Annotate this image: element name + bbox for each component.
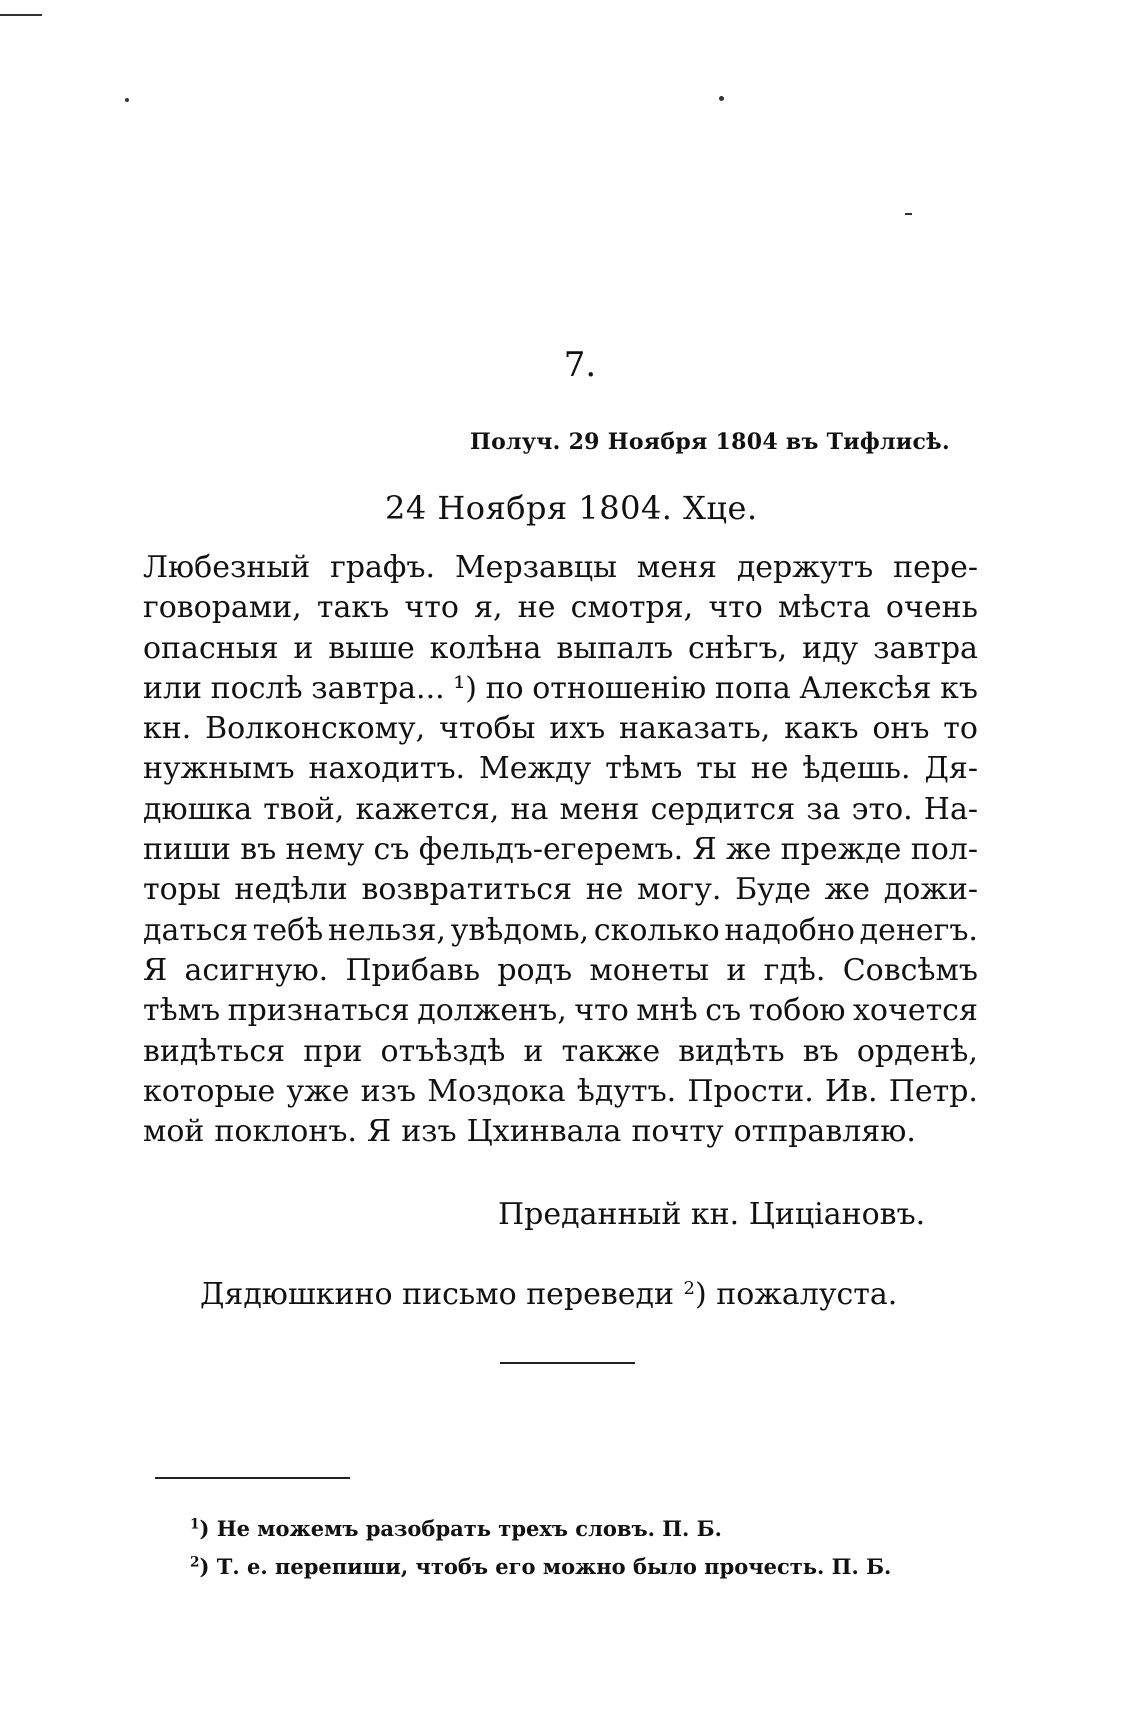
letter-word: даться [143, 912, 249, 948]
letter-word: или [143, 670, 203, 706]
letter-word: тѣмъ [143, 993, 221, 1029]
letter-word: сколько [593, 912, 720, 948]
letter-word: орденѣ, [856, 1033, 978, 1069]
scan-dot [719, 96, 724, 101]
letter-word: фельдъ-егеремъ. [418, 832, 684, 868]
letter-word: я, [474, 590, 503, 626]
letter-word: тобою [748, 993, 846, 1029]
letter-word: говорами, [143, 590, 302, 626]
letter-word: Ив. [824, 1073, 878, 1109]
letter-word: что [404, 590, 459, 626]
letter-word: пол- [910, 832, 978, 868]
letter-body [143, 548, 978, 1152]
letter-line [143, 911, 978, 951]
letter-line [143, 830, 978, 870]
letter-word: почту [631, 1114, 724, 1150]
letter-line [143, 790, 978, 830]
letter-word: изъ [360, 1073, 417, 1109]
letter-word: не [750, 751, 789, 787]
letter-line [143, 1032, 978, 1072]
letter-word: тѣмъ [605, 751, 683, 787]
letter-word: при [303, 1033, 363, 1069]
letter-word: ты [696, 751, 737, 787]
letter-word: Цхинвала [466, 1114, 622, 1150]
letter-word: за [806, 791, 841, 827]
letter-word: это. [851, 791, 913, 827]
letter-word: Буде [735, 872, 812, 908]
letter-word: мѣста [778, 590, 871, 626]
received-note: Получ. 29 Ноября 1804 въ Тифлисѣ. [470, 429, 950, 455]
letter-word: Алексѣя [799, 670, 932, 706]
footnote-number: 1 [190, 1516, 200, 1533]
letter-signature: Преданный кн. Циціановъ. [498, 1197, 926, 1232]
letter-word: возвратиться [361, 872, 573, 908]
letter-word: Я [366, 1114, 392, 1150]
letter-word: мой [143, 1114, 205, 1150]
letter-line [143, 709, 978, 749]
letter-word: долженъ, [417, 993, 567, 1029]
letter-line [143, 1112, 978, 1152]
letter-word: и [293, 630, 314, 666]
letter-dateline: 24 Ноября 1804. Хце. [385, 489, 758, 527]
letter-word: также [561, 1033, 661, 1069]
letter-word: смотря, [570, 590, 694, 626]
letter-line [143, 749, 978, 789]
letter-line [143, 548, 978, 588]
letter-word: колѣна [429, 630, 542, 666]
scan-rule-top-left [0, 14, 42, 16]
letter-word: выпалъ [556, 630, 674, 666]
letter-word: Моздока [427, 1073, 566, 1109]
footnote-divider [155, 1477, 350, 1479]
letter-word: пиши [143, 832, 231, 868]
letter-word: же [824, 872, 871, 908]
letter-word: уже [286, 1073, 350, 1109]
letter-word: ¹) [453, 670, 477, 706]
letter-word: держутъ [736, 550, 874, 585]
letter-line [143, 1072, 978, 1112]
letter-word: отъѣздѣ [380, 1033, 506, 1069]
letter-line [143, 870, 978, 910]
document-number: 7. [563, 345, 597, 385]
letter-word: въ [802, 1033, 839, 1069]
letter-word: родъ [497, 952, 573, 988]
letter-word: по [485, 670, 524, 706]
letter-word: На- [923, 791, 978, 827]
letter-word: торы [143, 872, 221, 908]
letter-word: признаться [227, 993, 410, 1029]
footnote [190, 1553, 891, 1581]
letter-word: попа [714, 670, 791, 706]
letter-word: денегъ. [859, 912, 978, 948]
letter-word: Дя- [924, 751, 978, 787]
letter-word: снѣгъ, [687, 630, 788, 666]
postscript-text: Дядюшкино письмо переведи [200, 1277, 684, 1312]
letter-word: видѣться [143, 1033, 286, 1069]
letter-word: выше [328, 630, 415, 666]
letter-word: дюшка [143, 791, 253, 827]
letter-word: кн. [143, 711, 192, 747]
letter-word: и [726, 952, 747, 988]
letter-word: мнѣ [636, 993, 698, 1029]
letter-word: дожи- [883, 872, 978, 908]
letter-word: могу. [637, 872, 722, 908]
section-divider [500, 1362, 635, 1364]
letter-word: на [510, 791, 549, 827]
letter-word: сердится [650, 791, 796, 827]
letter-word: надобно [724, 912, 855, 948]
letter-word: находитъ. [308, 751, 466, 787]
letter-word: нему [285, 832, 365, 868]
footnote-text: ) Т. е. перепиши, чтобъ его можно было прочесть. П. Б. [199, 1554, 892, 1579]
letter-word: Я [143, 952, 168, 988]
postscript-text-end: ) пожалуста. [695, 1277, 898, 1312]
letter-line [143, 669, 978, 709]
letter-word: увѣдомь, [450, 912, 590, 948]
letter-word: Совсѣмъ [842, 952, 978, 988]
letter-word: Петр. [888, 1073, 978, 1109]
letter-word: и [523, 1033, 544, 1069]
letter-word: графъ. [330, 550, 436, 585]
letter-word: нельзя, [328, 912, 446, 948]
letter-word: опасныя [143, 630, 279, 666]
letter-word: нужнымъ [143, 751, 295, 787]
letter-word: иду [802, 630, 859, 666]
letter-word: такъ [316, 590, 390, 626]
letter-word: что [708, 590, 763, 626]
letter-word: Волконскому, [205, 711, 426, 747]
letter-word: видѣть [678, 1033, 785, 1069]
letter-word: наказать, [619, 711, 771, 747]
footnote-marker: 2 [683, 1278, 695, 1300]
letter-word: тебѣ [252, 912, 324, 948]
letter-word: недѣли [234, 872, 348, 908]
letter-word: монеты [589, 952, 710, 988]
footnote-text: ) Не можемъ разобрать трехъ словъ. П. Б. [199, 1516, 722, 1541]
letter-line [143, 588, 978, 628]
letter-word: съ [373, 832, 410, 868]
footnote-number: 2 [190, 1554, 200, 1571]
letter-word: не [517, 590, 556, 626]
letter-word: прежде [780, 832, 902, 868]
letter-line [143, 629, 978, 669]
letter-word: пере- [893, 550, 978, 585]
letter-word: Любезный [143, 550, 311, 585]
footnote [190, 1515, 722, 1543]
letter-word: Я [692, 832, 717, 868]
letter-word: ихъ [549, 711, 606, 747]
letter-word: кажется, [355, 791, 500, 827]
letter-word: въ [240, 832, 277, 868]
letter-word: гдѣ. [763, 952, 826, 988]
letter-word: онъ [872, 711, 930, 747]
letter-word: завтра [873, 630, 978, 666]
letter-word: очень [885, 590, 978, 626]
letter-word: меня [636, 550, 717, 585]
letter-word: твой, [263, 791, 345, 827]
letter-word: то [943, 711, 978, 747]
letter-word: изъ [401, 1114, 457, 1150]
scan-dash [905, 213, 912, 215]
letter-word: что [574, 993, 629, 1029]
letter-word: же [726, 832, 772, 868]
letter-line [143, 951, 978, 991]
letter-word: асигную. [184, 952, 329, 988]
letter-word: чтобы [438, 711, 536, 747]
letter-word: поклонъ. [214, 1114, 357, 1150]
letter-word: Между [479, 751, 592, 787]
letter-word: меня [559, 791, 640, 827]
letter-word: Прости. [687, 1073, 814, 1109]
letter-word: не [585, 872, 624, 908]
letter-word: Мерзавцы [454, 550, 617, 585]
letter-word: которые [143, 1073, 276, 1109]
letter-word: послѣ [210, 670, 303, 706]
letter-word: отношенію [532, 670, 707, 706]
letter-line [143, 991, 978, 1031]
letter-word: отправляю. [733, 1114, 916, 1150]
letter-word: Прибавь [345, 952, 481, 988]
letter-word: ѣдешь. [802, 751, 911, 787]
scan-dot [125, 98, 129, 102]
letter-word: завтра... [311, 670, 445, 706]
letter-word: съ [705, 993, 742, 1029]
postscript [200, 1275, 897, 1315]
letter-word: ѣдутъ. [576, 1073, 677, 1109]
letter-word: къ [940, 670, 978, 706]
letter-word: какъ [784, 711, 859, 747]
letter-word: хочется [853, 993, 978, 1029]
